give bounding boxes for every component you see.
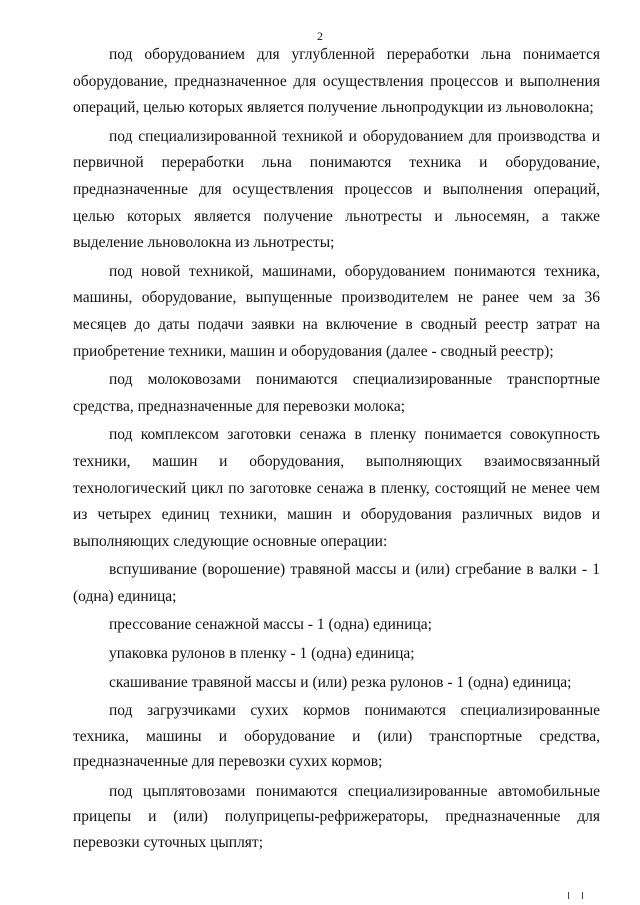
definition-flax-special-equipment: под специализированной техникой и оборудованием для производства и первичной переработки льна понимаются техника и оборудование, предназначенные для осуществления процессов и выполнения операций, целью которых является получение льнотресты и льносемян, а также выделение льноволокна из льнотресты;	[73, 127, 600, 252]
operation-wrapping: упаковка рулонов в пленку - 1 (одна) единица;	[109, 645, 415, 663]
scan-mark	[568, 892, 569, 899]
definition-new-equipment: под новой техникой, машинами, оборудованием понимаются техника, машины, оборудование, выпущенные производителем не ранее чем за 36 месяцев до даты подачи заявки на включение в сводный реестр затрат на приобретение техники, машин и оборудования (далее - сводный реестр);	[73, 262, 600, 360]
definition-haylage-complex: под комплексом заготовки сенажа в пленку понимается совокупность техники, машин и оборудования, выполняющих взаимосвязанный технологический цикл по заготовке сенажа в пленку, состоящий не менее чем из четырех единиц техники, машин и оборудования различных видов и выполняющих следующие основные операции:	[73, 426, 600, 550]
operation-tedding-raking: вспушивание (ворошение) травяной массы и (или) сгребание в валки - 1 (одна) единица;	[73, 561, 600, 605]
operation-mowing-cutting: скашивание травяной массы и (или) резка рулонов - 1 (одна) единица;	[109, 673, 572, 691]
scan-marks	[566, 892, 590, 900]
page-number: 2	[317, 29, 323, 43]
definition-deep-processing-equipment: под оборудованием для углубленной переработки льна понимается оборудование, предназначенное для осуществления процессов и выполнения операций, целью которых является получение льнопродукции из льноволокна;	[73, 46, 600, 117]
definition-chick-transporters: под цыплятовозами понимаются специализированные автомобильные прицепы и (или) полуприцепы-рефрижераторы, предназначенные для перевозки суточных цыплят;	[73, 782, 600, 851]
document-body	[73, 42, 600, 855]
definition-milk-tankers: под молоковозами понимаются специализированные транспортные средства, предназначенные для перевозки молока;	[73, 371, 600, 415]
scan-mark	[582, 892, 583, 899]
operation-pressing: прессование сенажной массы - 1 (одна) единица;	[109, 616, 432, 634]
definition-dry-feed-loaders: под загрузчиками сухих кормов понимаются специализированные техника, машины и оборудование и (или) транспортные средства, предназначенные для перевозки сухих кормов;	[73, 702, 600, 771]
